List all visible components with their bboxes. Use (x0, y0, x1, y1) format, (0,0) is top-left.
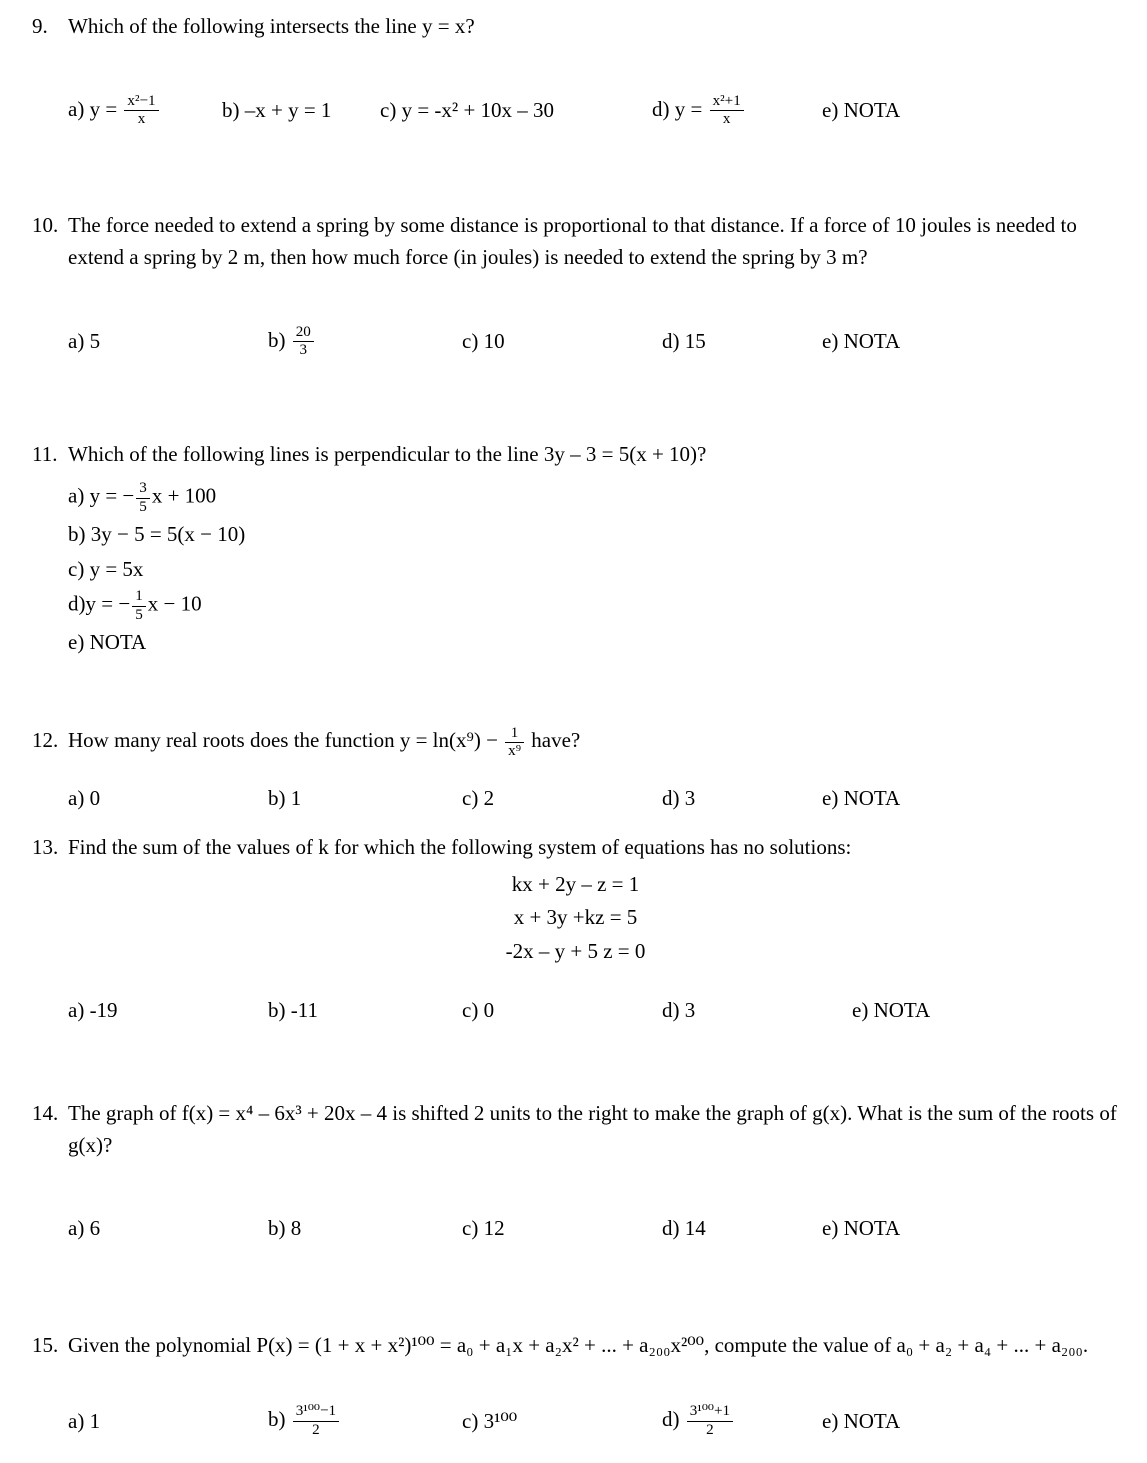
fraction (687, 1403, 733, 1439)
question-row (32, 724, 1119, 760)
question-number: 11. (32, 441, 58, 466)
options-row (68, 324, 1119, 360)
option-c: c) y = 5x (68, 556, 144, 581)
option-e: e) NOTA (822, 786, 901, 811)
fraction-numerator: 3 (136, 480, 150, 498)
question-12 (32, 724, 1119, 815)
fraction (505, 725, 524, 761)
fraction (132, 588, 146, 624)
option-a-prefix: a) y = − (68, 484, 135, 509)
fraction-numerator: 3¹⁰⁰−1 (293, 1403, 339, 1421)
fraction-numerator: 3¹⁰⁰+1 (687, 1403, 733, 1421)
option-a: a) 6 (68, 1216, 101, 1240)
option-e: e) NOTA (852, 998, 931, 1023)
fraction (710, 93, 744, 129)
fraction-denominator: 2 (312, 1421, 320, 1438)
fraction-numerator: 20 (293, 324, 314, 342)
question-9 (32, 10, 1119, 129)
option-a: a) 1 (68, 1408, 101, 1433)
option-c: c) 2 (462, 786, 495, 811)
option-d-suffix: x − 10 (147, 591, 202, 616)
option-d: d) 3 (662, 786, 696, 811)
question-row (32, 10, 1119, 43)
option-b (268, 324, 462, 360)
equation-1: kx + 2y – z = 1 (511, 871, 640, 896)
option-b: b) -11 (268, 998, 318, 1023)
fraction-denominator: x (722, 111, 731, 128)
options-row (68, 1212, 1119, 1245)
option-d-prefix: d)y = − (68, 591, 131, 616)
option-d (68, 588, 1119, 624)
question-number: 14. (32, 1100, 59, 1125)
option-c: c) 3¹⁰⁰ (462, 1408, 518, 1433)
equation-3: -2x – y + 5 z = 0 (505, 938, 646, 963)
option-b (268, 1403, 462, 1439)
option-a (68, 480, 1119, 516)
option-a: a) 0 (68, 786, 101, 811)
question-number: 12. (32, 728, 59, 753)
option-b: b) –x + y = 1 (222, 98, 332, 123)
option-a: a) 5 (68, 329, 101, 354)
question-text: Find the sum of the values of k for which the following system of equations has no solutions: (68, 835, 852, 860)
option-a: a) -19 (68, 998, 118, 1023)
fraction-denominator: 5 (139, 498, 147, 515)
question-row (32, 1329, 1119, 1362)
option-b: b) 1 (268, 786, 302, 811)
question-text-prefix: How many real roots does the function y = ln(x⁹) − (68, 728, 504, 753)
question-number: 10. (32, 212, 59, 237)
option-b: b) 3y − 5 = 5(x − 10) (68, 522, 246, 547)
fraction (293, 324, 314, 360)
question-text: The force needed to extend a spring by some distance is proportional to that distance. If a force of 10 joules is needed to extend a spring by 2 m, then how much force (in joules) is needed to extend the spring by 3 m? (68, 212, 1077, 270)
options-row (68, 1403, 1119, 1439)
question-number: 13. (32, 835, 59, 860)
fraction (293, 1403, 339, 1439)
equation-2: x + 3y +kz = 5 (513, 905, 638, 930)
question-row (32, 438, 1119, 471)
question-row (32, 209, 1119, 274)
option-d-prefix: d) (662, 1407, 685, 1432)
options-row (68, 782, 1119, 815)
option-a-prefix: a) y = (68, 96, 123, 121)
question-10 (32, 209, 1119, 360)
option-c: c) y = -x² + 10x – 30 (380, 98, 555, 123)
option-d: d) 14 (662, 1216, 706, 1240)
question-15 (32, 1329, 1119, 1440)
fraction-denominator: 3 (299, 342, 308, 359)
fraction-numerator: x²+1 (710, 93, 744, 111)
question-13 (32, 831, 1119, 1027)
option-e: e) NOTA (822, 329, 901, 354)
option-a (68, 93, 222, 129)
fraction-denominator: 5 (135, 606, 143, 623)
option-d-prefix: d) y = (652, 96, 708, 121)
question-text-suffix: have? (526, 728, 581, 753)
option-e: e) NOTA (822, 98, 901, 123)
options-row (68, 93, 1119, 129)
question-text: Given the polynomial P(x) = (1 + x + x²)¹⁰⁰ = a₀ + a₁x + a₂x² + ... + a₂₀₀x²⁰⁰, compute the value of a₀ + a₂ + a₄ + ... + a₂₀₀. (68, 1332, 1089, 1357)
fraction-denominator: x (137, 111, 146, 128)
options-row (68, 994, 1119, 1027)
question-14 (32, 1097, 1119, 1245)
equation-system (32, 868, 1119, 969)
question-row (32, 1097, 1119, 1162)
option-c: c) 10 (462, 329, 505, 354)
option-d (662, 1403, 822, 1439)
option-e: e) NOTA (68, 629, 147, 654)
question-text (68, 724, 1119, 760)
fraction-denominator: 2 (706, 1421, 714, 1438)
fraction-numerator: 1 (132, 588, 146, 606)
option-b: b) 8 (268, 1216, 302, 1240)
option-c: c) 12 (462, 1216, 505, 1240)
question-text: The graph of f(x) = x⁴ – 6x³ + 20x – 4 is shifted 2 units to the right to make the graph of g(x). What is the sum of the roots of g(x)? (68, 1100, 1117, 1158)
option-d: d) 15 (662, 329, 706, 354)
fraction-numerator: 1 (505, 725, 524, 743)
fraction (136, 480, 150, 516)
option-a-suffix: x + 100 (151, 484, 217, 509)
option-d (652, 93, 822, 129)
option-b-prefix: b) (268, 327, 291, 352)
fraction-denominator: x⁹ (508, 743, 521, 760)
question-text: Which of the following intersects the line y = x? (68, 14, 475, 38)
question-11 (32, 438, 1119, 659)
question-number: 9. (32, 14, 48, 38)
question-number: 15. (32, 1332, 59, 1357)
option-c: c) 0 (462, 998, 495, 1023)
question-row (32, 831, 1119, 864)
question-text: Which of the following lines is perpendicular to the line 3y – 3 = 5(x + 10)? (68, 441, 707, 466)
fraction-numerator: x²−1 (124, 93, 158, 111)
option-e: e) NOTA (822, 1216, 901, 1240)
option-e: e) NOTA (822, 1408, 901, 1433)
fraction (124, 93, 158, 129)
options-list (68, 480, 1119, 658)
option-d: d) 3 (662, 998, 696, 1023)
option-b-prefix: b) (268, 1407, 291, 1432)
